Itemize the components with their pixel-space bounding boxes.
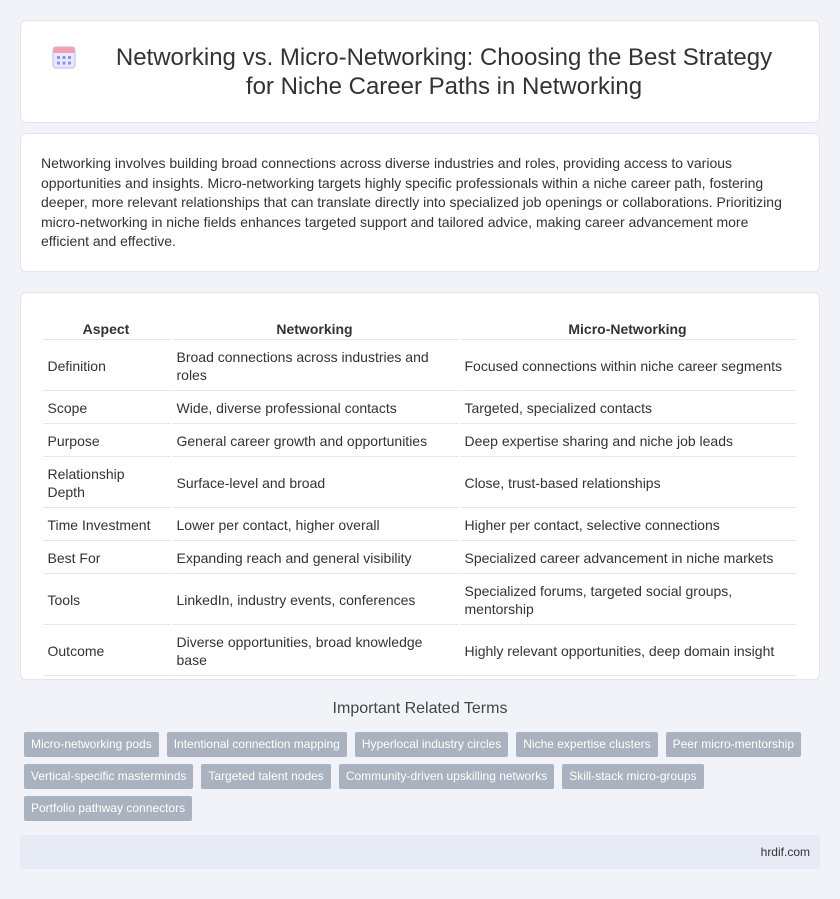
tag[interactable]: Peer micro-mentorship	[666, 732, 801, 757]
header-card	[20, 20, 820, 123]
row-aspect: Purpose	[43, 426, 170, 457]
table-row	[43, 510, 796, 541]
page-title: Networking vs. Micro-Networking: Choosing the Best Strategy for Niche Career Paths in Networking	[115, 43, 773, 100]
table-header-row	[43, 315, 796, 340]
tag[interactable]: Vertical-specific masterminds	[24, 764, 193, 789]
related-terms-tags	[24, 732, 820, 828]
row-aspect: Time Investment	[43, 510, 170, 541]
table-row	[43, 426, 796, 457]
row-networking: Broad connections across industries and roles	[172, 342, 458, 391]
column-header-aspect: Aspect	[43, 315, 170, 340]
summary-text: Networking involves building broad connections across diverse industries and roles, providing access to various opportunities and insights. Micro-networking targets highly specific professionals within a niche career path, fostering deeper, more relevant relationships that can translate directly into specialized job openings or collaborations. Prioritizing micro-networking in niche fields enhances targeted support and tailored advice, making career advancement more efficient and effective.	[41, 155, 782, 250]
row-micro-networking: Specialized forums, targeted social groups, mentorship	[460, 576, 796, 625]
table-row	[43, 576, 796, 625]
row-micro-networking: Targeted, specialized contacts	[460, 393, 796, 424]
tag[interactable]: Targeted talent nodes	[201, 764, 330, 789]
footer-site-link[interactable]: hrdif.com	[760, 845, 810, 859]
column-header-micro-networking: Micro-Networking	[460, 315, 796, 340]
table-row	[43, 393, 796, 424]
tag[interactable]: Hyperlocal industry circles	[355, 732, 508, 757]
row-networking: Surface-level and broad	[172, 459, 458, 508]
row-networking: Diverse opportunities, broad knowledge base	[172, 627, 458, 676]
comparison-table-card	[20, 292, 820, 680]
calendar-icon	[51, 44, 77, 70]
row-micro-networking: Focused connections within niche career segments	[460, 342, 796, 391]
row-aspect: Relationship Depth	[43, 459, 170, 508]
row-aspect: Definition	[43, 342, 170, 391]
table-row	[43, 459, 796, 508]
table-row	[43, 342, 796, 391]
row-networking: Expanding reach and general visibility	[172, 543, 458, 574]
row-aspect: Best For	[43, 543, 170, 574]
related-terms-title: Important Related Terms	[332, 700, 508, 717]
row-networking: Lower per contact, higher overall	[172, 510, 458, 541]
tag[interactable]: Skill-stack micro-groups	[562, 764, 703, 789]
row-networking: LinkedIn, industry events, conferences	[172, 576, 458, 625]
summary-card	[20, 133, 820, 272]
row-networking: Wide, diverse professional contacts	[172, 393, 458, 424]
row-aspect: Outcome	[43, 627, 170, 676]
tag[interactable]: Community-driven upskilling networks	[339, 764, 554, 789]
row-micro-networking: Deep expertise sharing and niche job leads	[460, 426, 796, 457]
table-row	[43, 543, 796, 574]
table-row	[43, 627, 796, 676]
tag[interactable]: Micro-networking pods	[24, 732, 159, 757]
row-micro-networking: Close, trust-based relationships	[460, 459, 796, 508]
row-aspect: Scope	[43, 393, 170, 424]
row-aspect: Tools	[43, 576, 170, 625]
comparison-table	[41, 313, 798, 678]
row-micro-networking: Higher per contact, selective connections	[460, 510, 796, 541]
tag[interactable]: Intentional connection mapping	[167, 732, 347, 757]
footer	[20, 835, 820, 869]
row-micro-networking: Highly relevant opportunities, deep domain insight	[460, 627, 796, 676]
tag[interactable]: Niche expertise clusters	[516, 732, 657, 757]
row-networking: General career growth and opportunities	[172, 426, 458, 457]
column-header-networking: Networking	[172, 315, 458, 340]
tag[interactable]: Portfolio pathway connectors	[24, 796, 192, 821]
row-micro-networking: Specialized career advancement in niche markets	[460, 543, 796, 574]
